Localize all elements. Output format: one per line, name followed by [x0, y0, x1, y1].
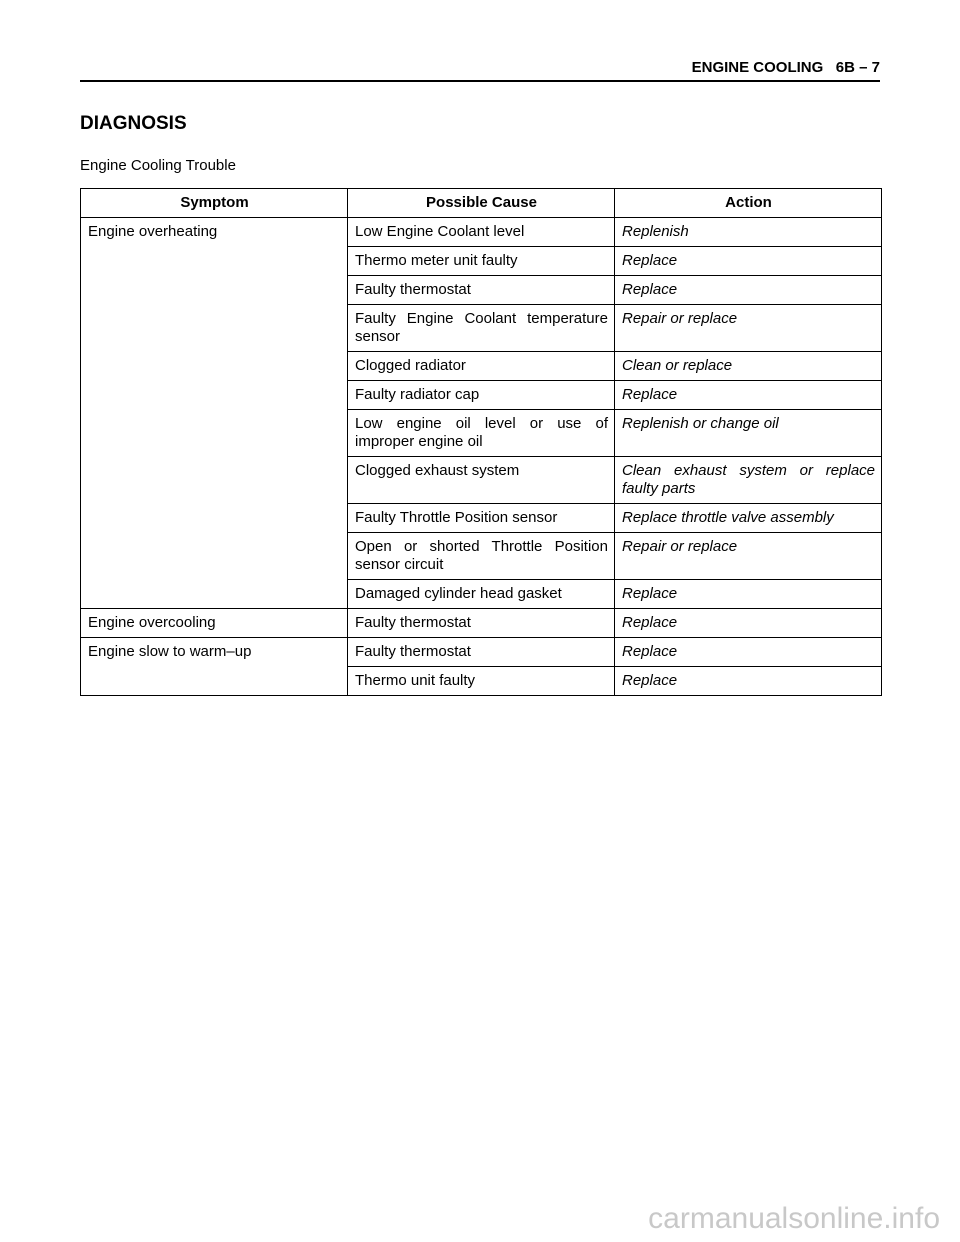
action-cell: Replace	[615, 609, 882, 638]
diagnosis-table	[80, 188, 882, 696]
cause-cell: Faulty thermostat	[348, 609, 615, 638]
watermark: carmanualsonline.info	[648, 1202, 940, 1235]
section-title: DIAGNOSIS	[80, 113, 187, 134]
cause-cell: Thermo unit faulty	[348, 667, 615, 696]
action-cell: Replace	[615, 667, 882, 696]
symptom-cell: Engine overcooling	[81, 609, 348, 638]
action-cell: Replenish or change oil	[615, 410, 882, 457]
cause-cell: Low Engine Coolant level	[348, 218, 615, 247]
action-cell: Replenish	[615, 218, 882, 247]
table-row	[81, 218, 882, 247]
action-cell: Replace	[615, 381, 882, 410]
action-cell: Replace throttle valve assembly	[615, 504, 882, 533]
action-cell: Clean exhaust system or replace faulty parts	[615, 457, 882, 504]
cause-cell: Clogged exhaust system	[348, 457, 615, 504]
action-cell: Repair or replace	[615, 533, 882, 580]
header-symptom: Symptom	[81, 189, 348, 218]
cause-cell: Open or shorted Throttle Position sensor circuit	[348, 533, 615, 580]
page-header	[80, 58, 880, 82]
cause-cell: Low engine oil level or use of improper engine oil	[348, 410, 615, 457]
action-cell: Replace	[615, 247, 882, 276]
page-header-text: ENGINE COOLING 6B – 7	[691, 59, 880, 76]
table-header-row	[81, 189, 882, 218]
table-caption: Engine Cooling Trouble	[80, 157, 236, 174]
cause-cell: Faulty Engine Coolant temperature sensor	[348, 305, 615, 352]
cause-cell: Faulty Throttle Position sensor	[348, 504, 615, 533]
symptom-cell: Engine slow to warm–up	[81, 638, 348, 696]
header-action: Action	[615, 189, 882, 218]
cause-cell: Damaged cylinder head gasket	[348, 580, 615, 609]
table-row	[81, 609, 882, 638]
symptom-cell: Engine overheating	[81, 218, 348, 609]
cause-cell: Faulty thermostat	[348, 276, 615, 305]
cause-cell: Clogged radiator	[348, 352, 615, 381]
table-row	[81, 638, 882, 667]
action-cell: Clean or replace	[615, 352, 882, 381]
cause-cell: Faulty radiator cap	[348, 381, 615, 410]
action-cell: Replace	[615, 580, 882, 609]
action-cell: Replace	[615, 276, 882, 305]
cause-cell: Thermo meter unit faulty	[348, 247, 615, 276]
action-cell: Repair or replace	[615, 305, 882, 352]
action-cell: Replace	[615, 638, 882, 667]
cause-cell: Faulty thermostat	[348, 638, 615, 667]
header-possible-cause: Possible Cause	[348, 189, 615, 218]
